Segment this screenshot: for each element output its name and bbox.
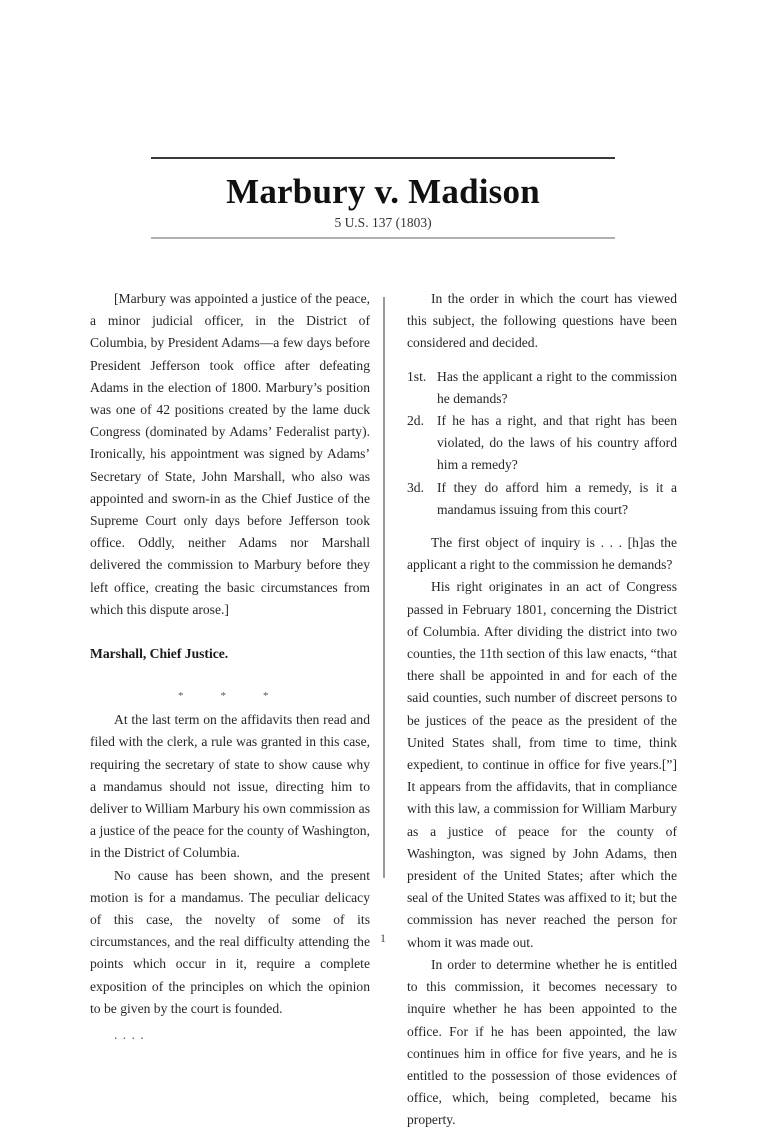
question-text: If he has a right, and that right has been violated, do the laws of his country afford him a remedy? (437, 413, 677, 473)
right-column (407, 288, 677, 1132)
document-header (151, 157, 615, 239)
questions-intro: In the order in which the court has viewed this subject, the following questions have been considered and decided. (407, 291, 677, 351)
section-break-stars (90, 687, 370, 705)
question-number: 3d. (407, 479, 424, 495)
column-divider (383, 297, 385, 878)
header-top-rule (151, 157, 615, 159)
opinion-paragraph: No cause has been shown, and the present motion is for a mandamus. The peculiar delicacy of this case, the novelty of some of its circumstances, and the real difficulty attending the points which occur in it, require a complete exposition of the principles on which the opinion to be given by the court is founded. (90, 867, 370, 1016)
questions-list (407, 366, 677, 521)
question-text: Has the applicant a right to the commission he demands? (437, 368, 677, 406)
case-citation: 5 U.S. 137 (1803) (334, 215, 432, 230)
question-item (407, 477, 677, 521)
intro-paragraph: [Marbury was appointed a justice of the peace, a minor judicial officer, in the District of Columbia, by President Adams—a few days before President Jefferson took office after defeating Adams in the election of 1800. Marbury’s position was one of 42 positions created by the lame duck Congress (dominated by Adams’ Federalist party). Ironically, his appointment was signed by Adams’ Secretary of State, John Marshall, who also was appointed and sworn-in as the Chief Justice of the Supreme Court only days before Jefferson took office. Oddly, neither Adams nor Marshall delivered the commission to Marbury before they left office, creating the basic circumstances from which this dispute arose.] (90, 291, 370, 617)
question-number: 1st. (407, 368, 427, 384)
question-item (407, 410, 677, 477)
question-item (407, 366, 677, 410)
author-heading: Marshall, Chief Justice. (90, 646, 229, 662)
opinion-paragraph: The first object of inquiry is . . . [h]as the applicant a right to the commission he demands? (407, 535, 677, 573)
star-separator: * (178, 690, 184, 703)
question-text: If they do afford him a remedy, is it a mandamus issuing from this court? (437, 479, 677, 517)
omission-ellipsis: . . . . (114, 1027, 145, 1043)
opinion-paragraph: His right originates in an act of Congress passed in February 1801, concerning the District of Columbia. After dividing the district into two counties, the 11th section of this law enacts, “that there shall be appointed in and for each of the said counties, such number of discreet persons to be justices of the peace as the president of the United States shall, from time to time, think expedient, to continue in office for five years.[”] It appears from the affidavits, that in compliance with this law, a commission for William Marbury as a justice of peace for the county of Washington, was signed by John Adams, then president of the United States; after which the seal of the United States was affixed to it; but the commission has never reached the person for whom it was made out. (407, 579, 677, 950)
page-number: 1 (380, 931, 386, 945)
opinion-paragraph: At the last term on the affidavits then read and filed with the clerk, a rule was granted in this case, requiring the secretary of state to show cause why a mandamus should not issue, directing him to deliver to William Marbury his own commission as a justice of the peace for the county of Washington, in the District of Columbia. (90, 712, 370, 861)
star-separator: * (220, 690, 226, 703)
header-bottom-rule (151, 237, 615, 239)
question-number: 2d. (407, 413, 424, 429)
left-column (90, 288, 370, 1046)
star-separator: * (263, 690, 269, 703)
case-title: Marbury v. Madison (226, 172, 540, 211)
opinion-paragraph: In order to determine whether he is entitled to this commission, it becomes necessary to inquire whether he has been appointed to the office. For if he has been appointed, the law continues him in office for five years, and he is entitled to the possession of those evidences of office, which, being completed, became his property. (407, 956, 677, 1128)
